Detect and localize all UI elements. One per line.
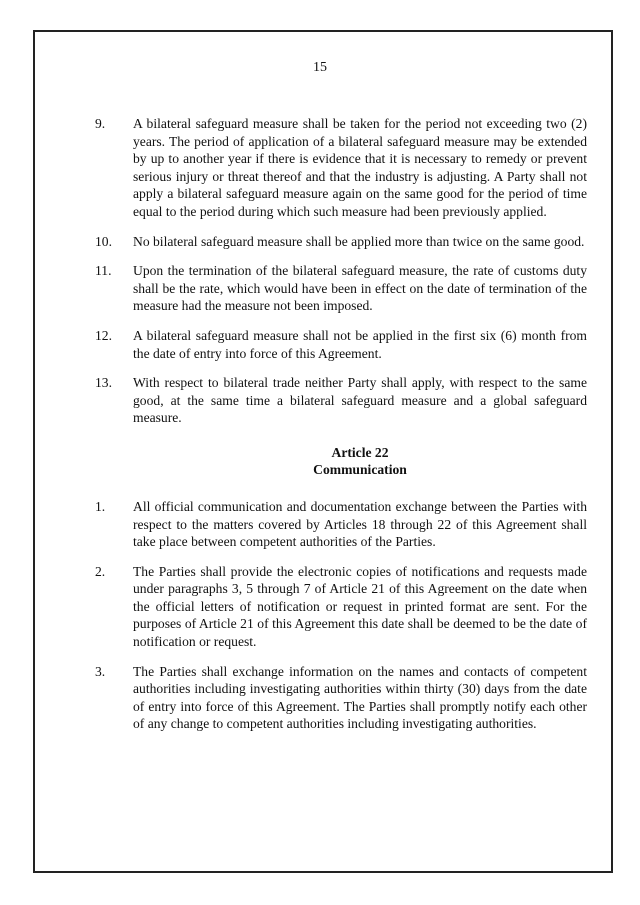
paragraph-10 [95, 233, 587, 251]
paragraph-text: No bilateral safeguard measure shall be applied more than twice on the same good. [133, 233, 585, 249]
paragraph-9 [95, 115, 587, 221]
paragraph-3 [95, 663, 587, 733]
paragraph-number: 12. [95, 327, 112, 343]
page-number: 15 [313, 60, 327, 75]
paragraph-12 [95, 327, 587, 362]
article-subtitle: Communication [313, 461, 407, 477]
paragraph-11 [95, 262, 587, 315]
paragraph-text: All official communication and documentation exchange between the Parties with respect to the matters covered by Articles 18 through 22 of this Agreement shall take place between competent authorities of the Parties. [133, 498, 587, 550]
paragraph-13 [95, 374, 587, 427]
paragraph-number: 10. [95, 233, 112, 249]
paragraph-1 [95, 498, 587, 551]
paragraph-text: The Parties shall provide the electronic copies of notifications and requests made under paragraphs 3, 5 through 7 of Article 21 of this Agreement on the date when the official letters of notification or request in printed format are sent. For the purposes of Article 21 of this Agreement this date shall be deemed to be the date of notification or request. [133, 563, 587, 650]
paragraph-text: A bilateral safeguard measure shall be taken for the period not exceeding two (2) years. The period of application of a bilateral safeguard measure may be extended by up to another year if there is evidence that it is necessary to remedy or prevent serious injury or threat thereof and that the industry is adjusting. A Party shall not apply a bilateral safeguard measure again on the same good for the period of time equal to the period during which such measure had been previously applied. [133, 116, 587, 219]
paragraph-text: With respect to bilateral trade neither Party shall apply, with respect to the same good, at the same time a bilateral safeguard measure and a global safeguard measure. [133, 375, 587, 426]
paragraph-number: 1. [95, 498, 106, 514]
paragraph-number: 3. [95, 663, 106, 679]
paragraph-number: 13. [95, 375, 112, 391]
paragraph-number: 11. [95, 263, 112, 279]
paragraph-2 [95, 563, 587, 651]
article-title: Article 22 [331, 444, 389, 460]
paragraph-text: The Parties shall exchange information on the names and contacts of competent authorities including investigating authorities within thirty (30) days from the date of entry into force of this Agreement. The Parties shall promptly notify each other of any change to competent authorities including investigating authorities. [133, 663, 587, 732]
paragraph-text: A bilateral safeguard measure shall not be applied in the first six (6) month from the date of entry into force of this Agreement. [133, 327, 587, 361]
document-body [95, 115, 587, 733]
paragraph-number: 9. [95, 116, 106, 131]
paragraph-number: 2. [95, 563, 106, 579]
paragraph-text: Upon the termination of the bilateral safeguard measure, the rate of customs duty shall be the rate, which would have been in effect on the date of termination of the measure had the measure not been imposed. [133, 263, 587, 314]
article-heading [95, 444, 587, 478]
